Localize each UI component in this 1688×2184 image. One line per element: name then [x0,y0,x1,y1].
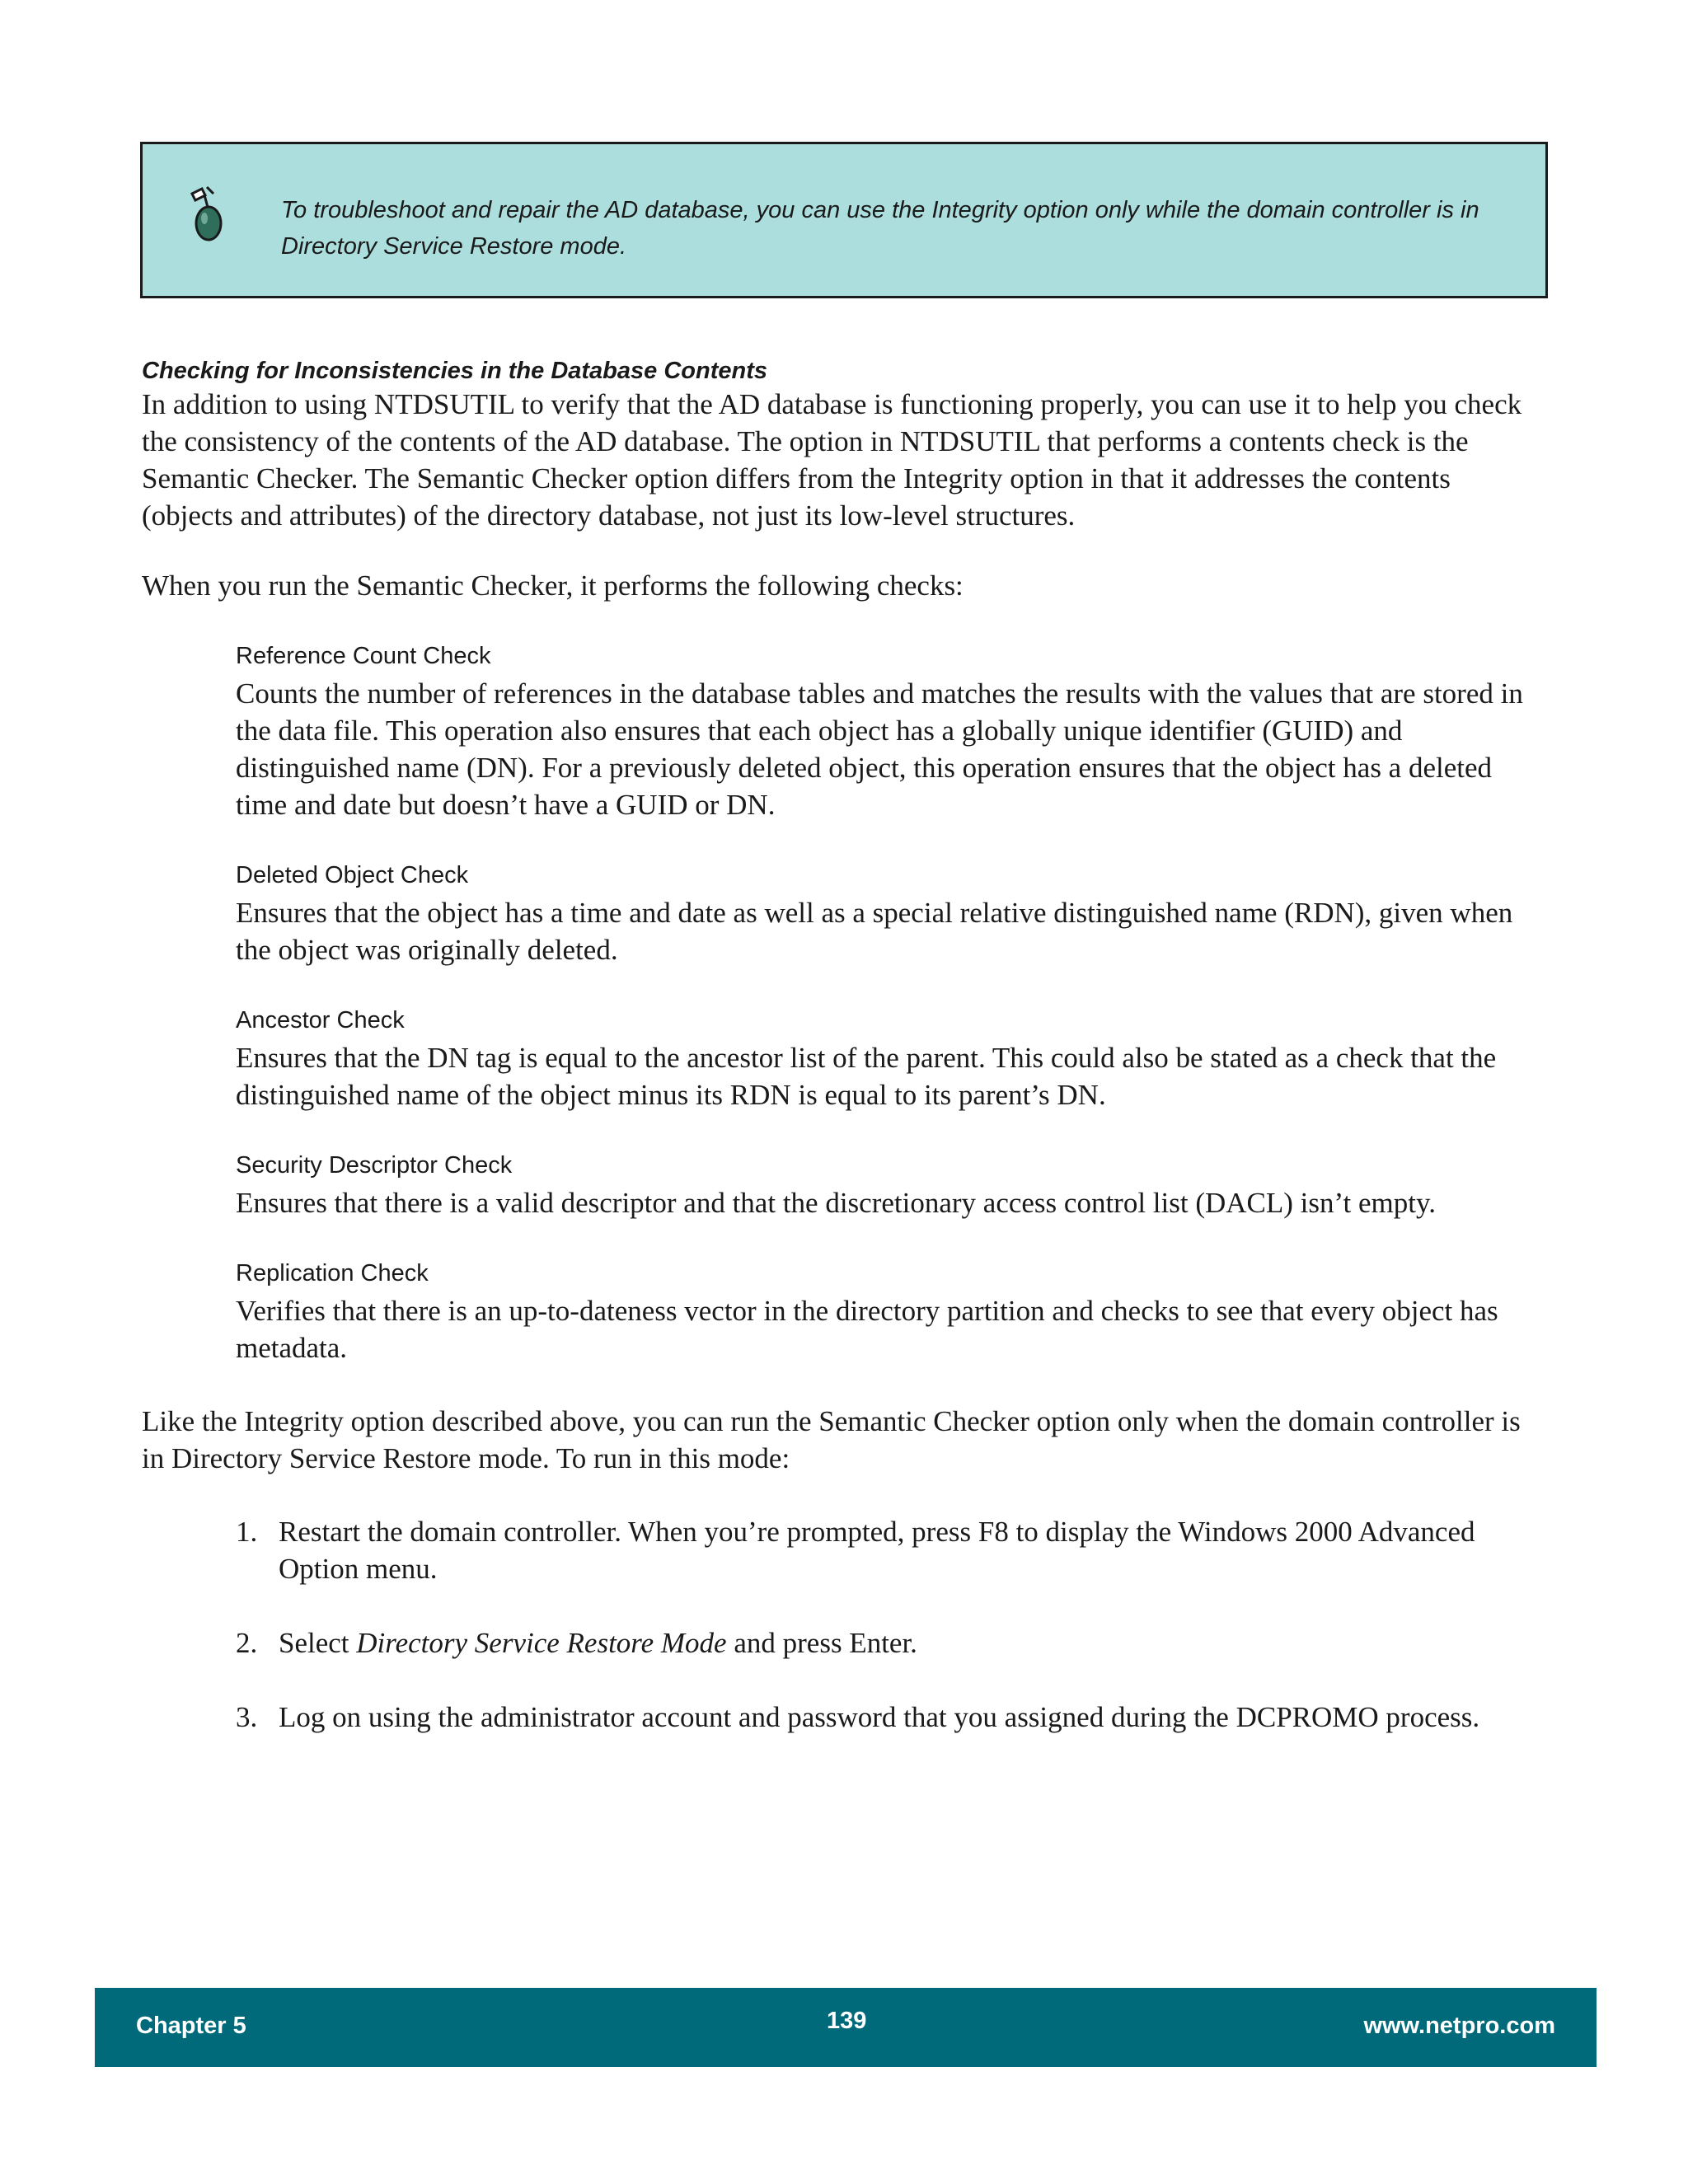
main-content [142,356,1543,1773]
footer-chapter: Chapter 5 [136,2013,246,2039]
check-description: Counts the number of references in the database tables and matches the results with the values that are stored in the data file. This operation also ensures that each object has a globally unique identifier (GUID) and distinguished name (DN). For a previously deleted object, this operation ensures that the object has a deleted time and date but doesn’t have a GUID or DN. [236,677,1523,821]
step-number: 1. [236,1516,258,1548]
step-number: 2. [236,1627,258,1659]
footer-url: www.netpro.com [1363,2013,1555,2039]
step-emphasis: Directory Service Restore Mode [356,1627,727,1659]
note-text: To troubleshoot and repair the AD database, you can use the Integrity option only while the domain controller is in Directory Service Restore mode. [281,197,1479,260]
check-reference-count [236,640,1543,823]
section-paragraph: In addition to using NTDSUTIL to verify that the AD database is functioning properly, you can use it to help you check the consistency of the contents of the AD database. The option in NTDSUTIL that performs a contents check is the Semantic Checker. The Semantic Checker option differs from the Integrity option in that it addresses the contents (objects and attributes) of the directory database, not just its low-level structures. [142,388,1522,532]
section-heading: Checking for Inconsistencies in the Database Contents [142,358,767,384]
check-security-descriptor [236,1150,1543,1221]
step-item [236,1624,1543,1661]
check-title: Reference Count Check [236,643,491,669]
check-title: Ancestor Check [236,1007,405,1033]
step-text: Log on using the administrator account and password that you assigned during the DCPROMO process. [279,1701,1480,1733]
after-checks-paragraph: Like the Integrity option described above, you can run the Semantic Checker option only when the domain controller is in Directory Service Restore mode. To run in this mode: [142,1405,1521,1474]
check-deleted-object [236,860,1543,968]
steps-list [236,1513,1543,1736]
step-item [236,1699,1543,1736]
check-title: Security Descriptor Check [236,1152,513,1179]
step-text: Restart the domain controller. When you’re prompted, press F8 to display the Windows 2000 Advanced Option menu. [279,1516,1475,1585]
page-footer [95,1988,1597,2067]
step-number: 3. [236,1701,258,1733]
check-description: Ensures that the DN tag is equal to the ancestor list of the parent. This could also be stated as a check that the distinguished name of the object minus its RDN is equal to its parent’s DN. [236,1042,1497,1111]
step-text-prefix: Select [279,1627,357,1659]
check-description: Ensures that the object has a time and date as well as a special relative distinguished name (RDN), given when the object was originally deleted. [236,897,1513,966]
check-description: Ensures that there is a valid descriptor and that the discretionary access control list (DACL) isn’t empty. [236,1187,1436,1219]
pushpin-icon [184,185,225,243]
check-ancestor [236,1005,1543,1113]
check-replication [236,1258,1543,1366]
note-box [140,142,1548,298]
check-title: Replication Check [236,1260,429,1286]
footer-page-number: 139 [827,2008,867,2034]
checks-intro: When you run the Semantic Checker, it performs the following checks: [142,569,964,602]
check-description: Verifies that there is an up-to-dateness vector in the directory partition and checks to see that every object has metadata. [236,1295,1498,1364]
check-title: Deleted Object Check [236,862,469,888]
step-text-suffix: and press Enter. [726,1627,917,1659]
step-item [236,1513,1543,1587]
